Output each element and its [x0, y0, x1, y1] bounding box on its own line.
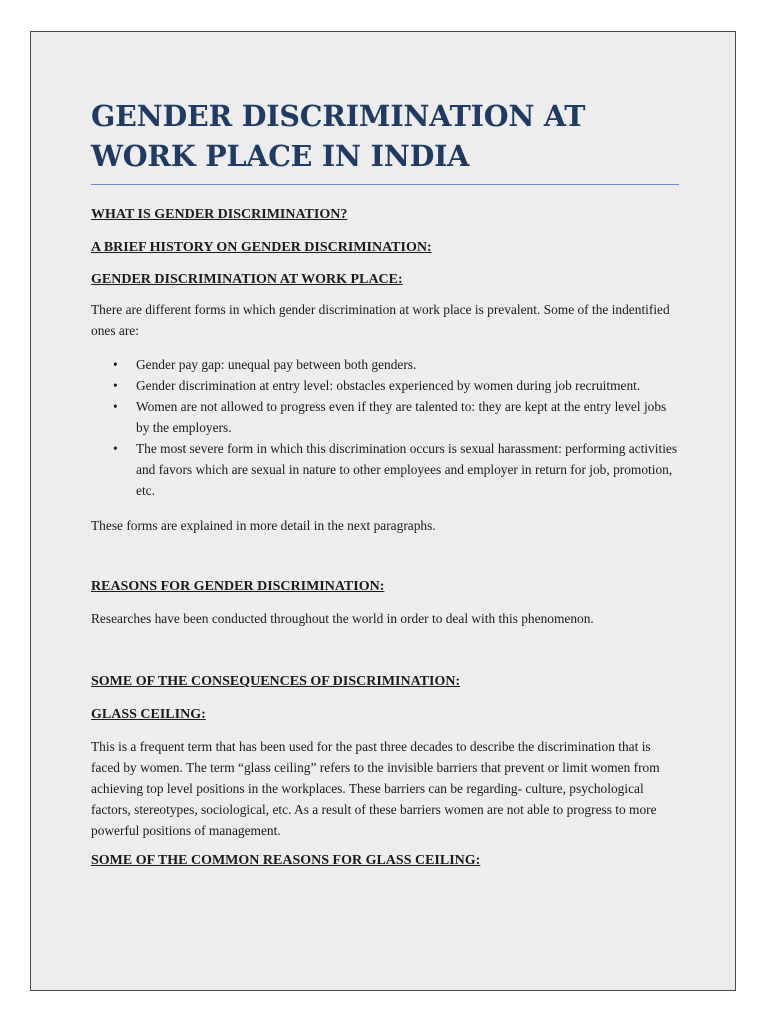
heading-common-reasons: SOME OF THE COMMON REASONS FOR GLASS CEILING:	[91, 853, 481, 868]
paragraph-forms-intro: There are different forms in which gender discrimination at work place is prevalent. Some of the indentified ones are:	[91, 302, 670, 338]
list-item	[91, 396, 679, 438]
bullet-icon: •	[113, 441, 118, 456]
paragraph-forms-outro: These forms are explained in more detail in the next paragraphs.	[91, 518, 436, 533]
paragraph-reasons: Researches have been conducted throughout the world in order to deal with this phenomenon.	[91, 611, 594, 626]
list-item-text: Gender pay gap: unequal pay between both genders.	[136, 357, 417, 372]
list-item	[91, 375, 679, 396]
heading-consequences: SOME OF THE CONSEQUENCES OF DISCRIMINATION:	[91, 674, 461, 689]
heading-history: A BRIEF HISTORY ON GENDER DISCRIMINATION:	[91, 240, 432, 255]
heading-at-work: GENDER DISCRIMINATION AT WORK PLACE:	[91, 272, 403, 287]
bullet-icon: •	[113, 378, 118, 393]
paragraph-glass-ceiling: This is a frequent term that has been used for the past three decades to describe the discrimination that is faced by women. The term “glass ceiling” refers to the invisible barriers that prevent or limit women from achieving top level positions in the workplaces. These barriers can be regarding- culture, psychological factors, stereotypes, sociological, etc. As a result of these barriers women are not able to progress to more powerful positions of management.	[91, 739, 660, 838]
list-item	[91, 354, 679, 375]
heading-what-is: WHAT IS GENDER DISCRIMINATION?	[91, 207, 348, 222]
document-title: GENDER DISCRIMINATION AT WORK PLACE IN INDIA	[91, 96, 679, 185]
list-item-text: Gender discrimination at entry level: obstacles experienced by women during job recruitment.	[136, 378, 641, 393]
bullet-list	[91, 354, 679, 501]
list-item	[91, 438, 679, 501]
document-page	[30, 31, 736, 991]
document-content	[91, 96, 679, 870]
heading-glass-ceiling: GLASS CEILING:	[91, 707, 206, 722]
heading-reasons: REASONS FOR GENDER DISCRIMINATION:	[91, 579, 385, 594]
bullet-icon: •	[113, 357, 118, 372]
list-item-text: Women are not allowed to progress even if they are talented to: they are kept at the entry level jobs by the employers.	[136, 399, 667, 435]
bullet-icon: •	[113, 399, 118, 414]
list-item-text: The most severe form in which this discrimination occurs is sexual harassment: performing activities and favors which are sexual in nature to other employees and employer in return for job, promotion, etc.	[136, 441, 678, 498]
